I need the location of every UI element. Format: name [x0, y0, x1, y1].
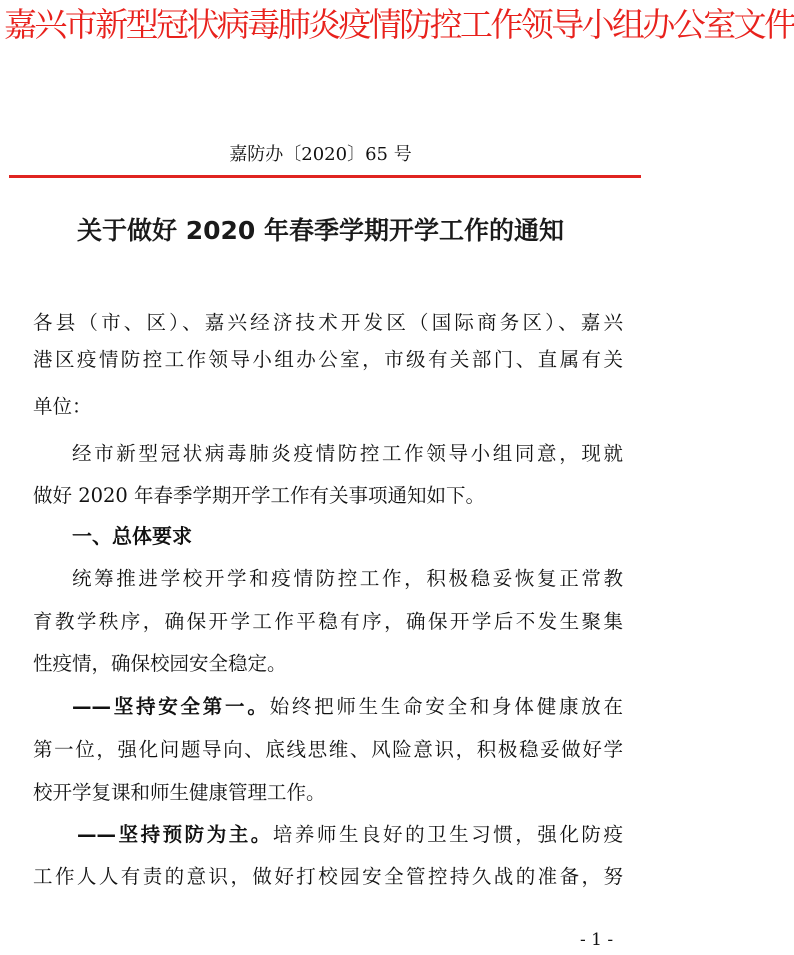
document-number: 嘉防办〔2020〕65 号 — [229, 144, 412, 165]
page-number: - 1 - — [580, 930, 614, 950]
principle-text: 培养师生良好的卫生习惯，强化防疫 — [272, 823, 623, 846]
paragraph-line: 育教学秩序，确保开学工作平稳有序，确保开学后不发生聚集 — [33, 610, 623, 633]
recipients-line: 各县（市、区）、嘉兴经济技术开发区（国际商务区）、嘉兴 — [33, 311, 623, 334]
principle-lead: ——坚持安全第一。 — [72, 695, 270, 718]
intro-line: 经市新型冠状病毒肺炎疫情防控工作领导小组同意，现就 — [72, 442, 623, 465]
principle-line — [77, 822, 623, 848]
paragraph-line: 工作人人有责的意识，做好打校园安全管控持久战的准备，努 — [33, 865, 623, 888]
recipients-line: 单位： — [33, 395, 92, 418]
principle-lead: ——坚持预防为主。 — [77, 823, 273, 846]
paragraph-line: 第一位，强化问题导向、底线思维、风险意识，积极稳妥做好学 — [33, 738, 623, 761]
intro-line: 做好 2020 年春季学期开学工作有关事项通知如下。 — [33, 484, 486, 507]
red-divider-line — [9, 175, 641, 178]
paragraph-line: 性疫情，确保校园安全稳定。 — [33, 652, 287, 675]
principle-line — [72, 694, 623, 720]
issuing-office-header: 嘉兴市新型冠状病毒肺炎疫情防控工作领导小组办公室文件 — [4, 8, 794, 44]
recipients-line: 港区疫情防控工作领导小组办公室，市级有关部门、直属有关 — [33, 348, 623, 371]
paragraph-line: 校开学复课和师生健康管理工作。 — [33, 781, 326, 804]
notice-title: 关于做好 2020 年春季学期开学工作的通知 — [77, 216, 564, 245]
principle-text: 始终把师生生命安全和身体健康放在 — [269, 695, 623, 718]
paragraph-line: 统筹推进学校开学和疫情防控工作，积极稳妥恢复正常教 — [72, 567, 623, 590]
section-heading: 一、总体要求 — [72, 524, 192, 548]
